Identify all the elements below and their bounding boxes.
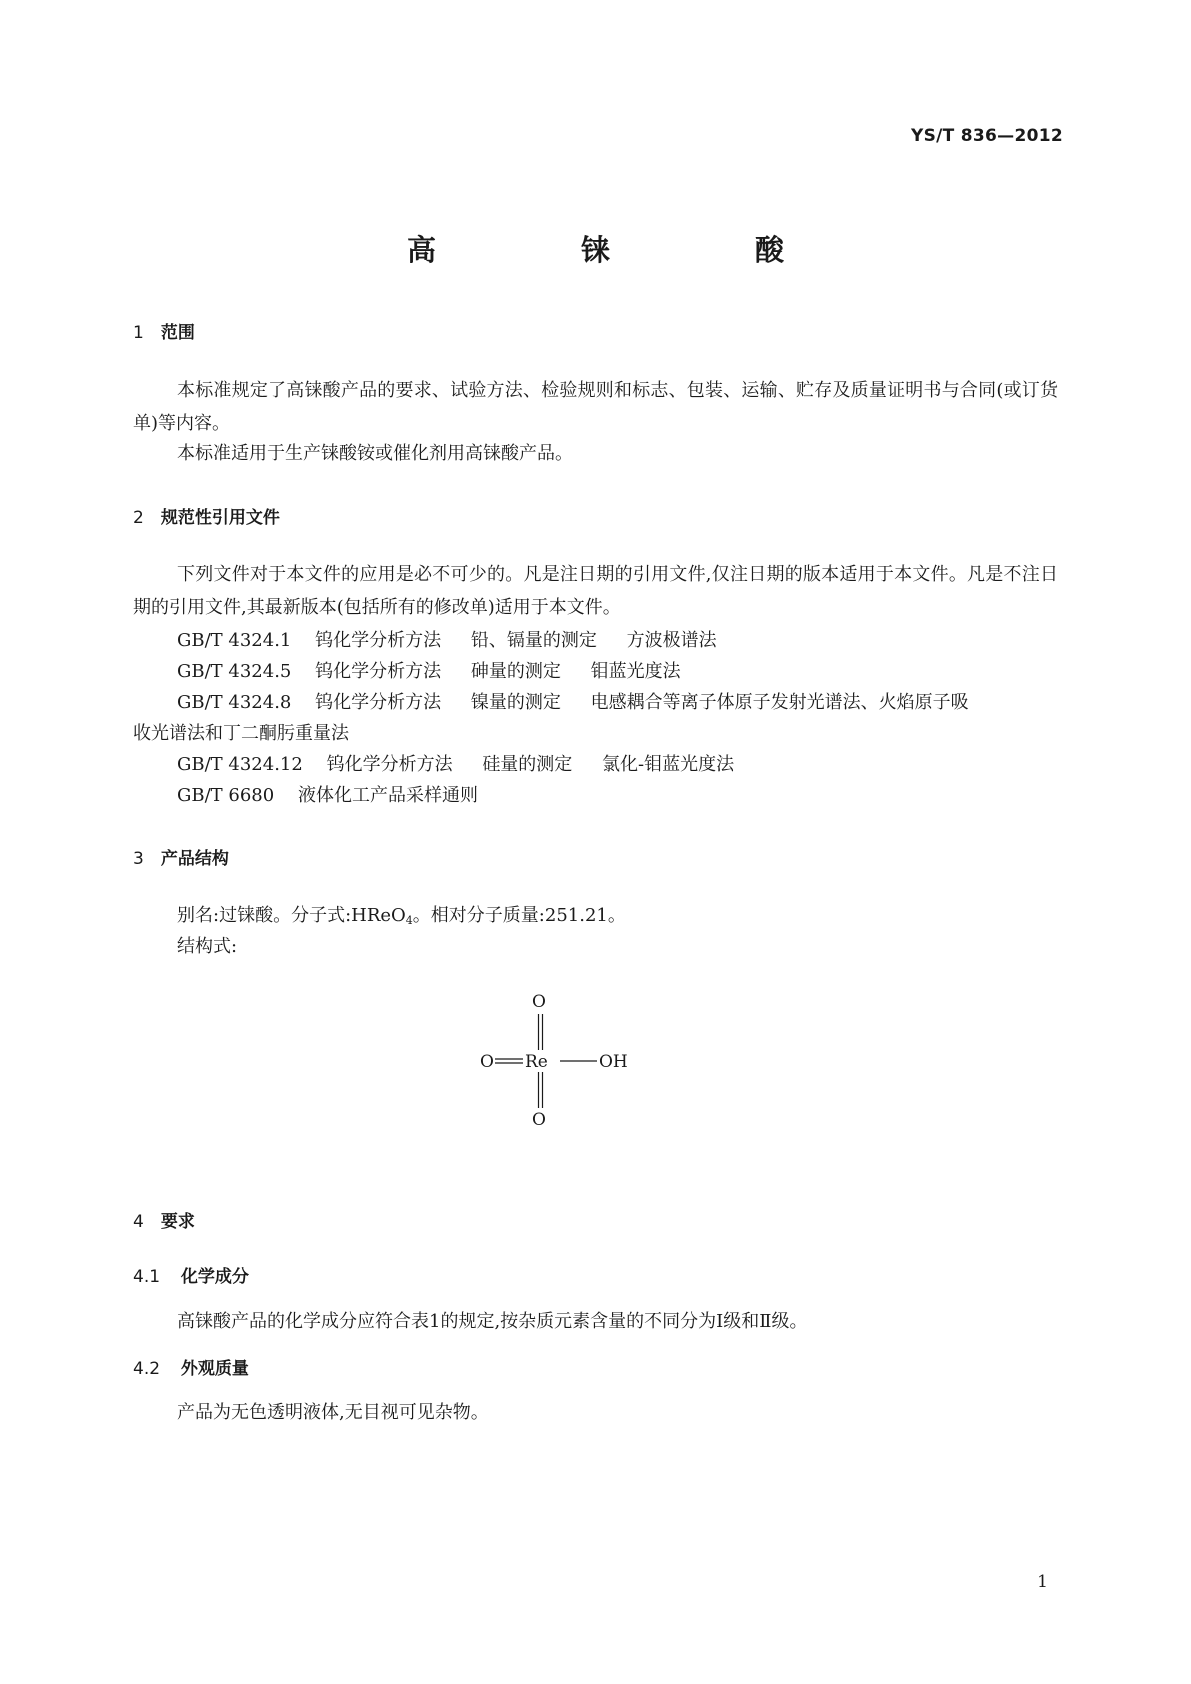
reference-code: GB/T 4324.8	[177, 692, 292, 713]
reference-item-continuation: 收光谱法和丁二酮肟重量法	[133, 723, 349, 744]
reference-method: 钼蓝光度法	[590, 661, 681, 682]
reference-name: 钨化学分析方法	[326, 754, 453, 775]
alias-formula-prefix: 别名:过铼酸。分子式:HReO	[177, 905, 406, 926]
section-number: 4.2	[133, 1359, 161, 1379]
reference-item	[177, 781, 478, 807]
reference-method: 氯化-钼蓝光度法	[602, 754, 735, 775]
alias-formula-suffix: 。相对分子质量:251.21。	[412, 905, 626, 926]
section-3-heading	[133, 844, 229, 869]
section-title: 要求	[160, 1212, 195, 1232]
section-title: 范围	[160, 323, 195, 343]
atom-oxygen-bottom: O	[532, 1110, 546, 1130]
section-4-1-heading	[133, 1262, 249, 1287]
section-title: 规范性引用文件	[160, 508, 280, 528]
section-2-paragraph: 下列文件对于本文件的应用是必不可少的。凡是注日期的引用文件,仅注日期的版本适用于本文件。凡是不注日期的引用文件,其最新版本(包括所有的修改单)适用于本文件。	[133, 564, 1058, 618]
reference-item	[177, 750, 734, 776]
reference-name: 液体化工产品采样通则	[297, 785, 478, 806]
reference-code: GB/T 4324.5	[177, 661, 292, 682]
section-1-paragraph-1: 本标准规定了高铼酸产品的要求、试验方法、检验规则和标志、包装、运输、贮存及质量证明书与合同(或订货单)等内容。	[133, 380, 1058, 434]
reference-item-measured: 硅量的测定	[482, 754, 573, 775]
section-number: 4.1	[133, 1267, 161, 1287]
product-alias-line	[177, 901, 626, 927]
section-title: 化学成分	[180, 1267, 249, 1287]
section-number: 2	[133, 508, 144, 528]
standard-code: YS/T 836—2012	[911, 126, 1063, 146]
structural-formula	[480, 992, 685, 1215]
section-4-2-heading	[133, 1354, 249, 1379]
section-2-heading	[133, 503, 280, 528]
reference-code: GB/T 4324.1	[177, 630, 292, 651]
section-title: 产品结构	[160, 849, 229, 869]
reference-item	[177, 626, 717, 652]
document-title: 高 铼 酸	[406, 233, 842, 267]
structure-bond-lines	[475, 995, 715, 1175]
reference-item-measured: 铅、镉量的测定	[470, 630, 597, 651]
reference-method: 电感耦合等离子体原子发射光谱法、火焰原子吸	[590, 692, 969, 713]
formula-subscript: 4	[405, 914, 413, 927]
atom-oxygen-top: O	[532, 992, 546, 1012]
reference-name: 钨化学分析方法	[315, 630, 442, 651]
section-title: 外观质量	[180, 1359, 249, 1379]
section-number: 1	[133, 323, 144, 343]
reference-name: 钨化学分析方法	[315, 661, 442, 682]
structure-label: 结构式:	[177, 936, 238, 957]
reference-code: GB/T 4324.12	[177, 754, 303, 775]
section-number: 4	[133, 1212, 144, 1232]
section-4-heading	[133, 1207, 195, 1232]
atom-hydroxyl: OH	[599, 1052, 628, 1072]
reference-item-measured: 镍量的测定	[470, 692, 561, 713]
reference-item	[177, 657, 681, 683]
page-number: 1	[1037, 1572, 1048, 1592]
section-1-heading	[133, 318, 195, 343]
reference-method: 方波极谱法	[626, 630, 717, 651]
atom-oxygen-left: O	[480, 1052, 494, 1072]
section-number: 3	[133, 849, 144, 869]
atom-rhenium: Re	[525, 1052, 548, 1072]
reference-item	[177, 688, 969, 714]
section-4-2-paragraph: 产品为无色透明液体,无目视可见杂物。	[177, 1402, 489, 1423]
reference-name: 钨化学分析方法	[315, 692, 442, 713]
reference-code: GB/T 6680	[177, 785, 275, 806]
section-1-paragraph-2: 本标准适用于生产铼酸铵或催化剂用高铼酸产品。	[177, 443, 573, 464]
reference-item-measured: 砷量的测定	[470, 661, 561, 682]
section-4-1-paragraph: 高铼酸产品的化学成分应符合表1的规定,按杂质元素含量的不同分为Ⅰ级和Ⅱ级。	[177, 1311, 808, 1332]
